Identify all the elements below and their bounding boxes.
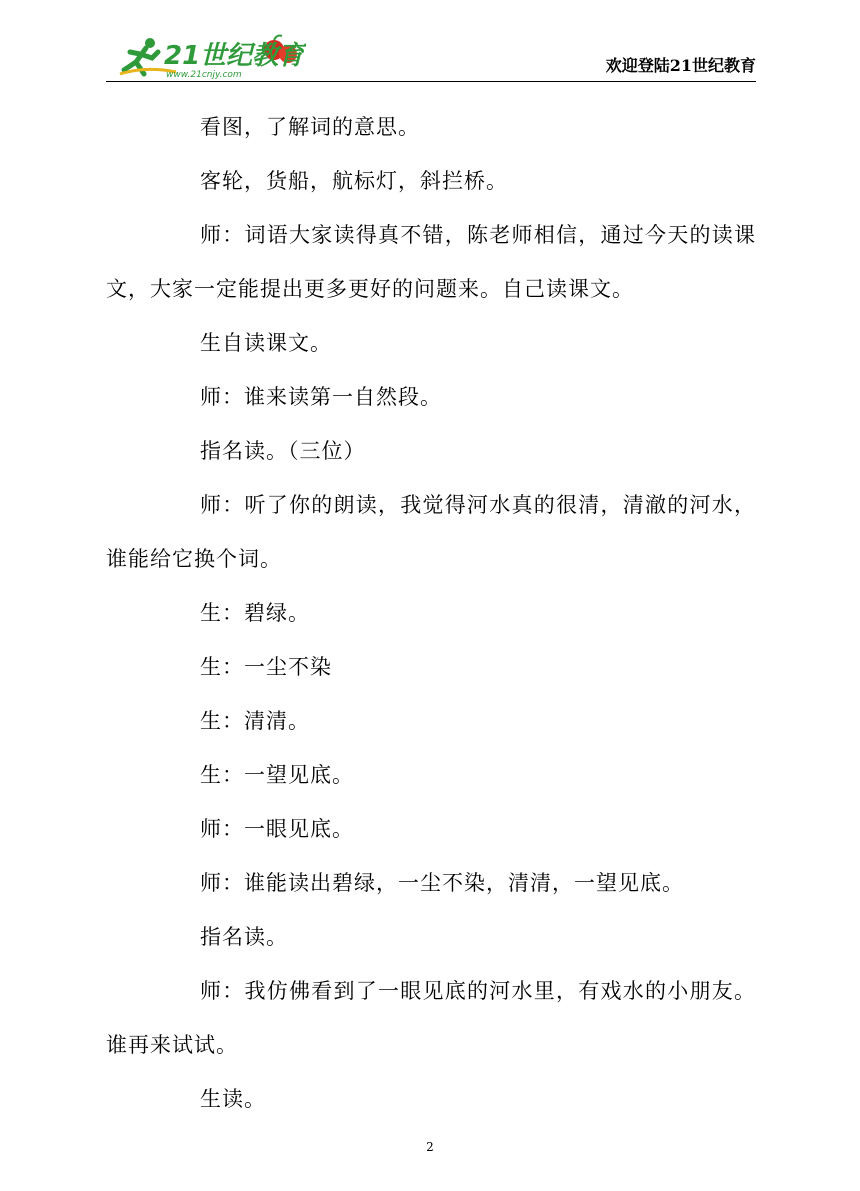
paragraph: 看图，了解词的意思。 (200, 115, 420, 139)
page-header (106, 30, 756, 82)
paragraph: 生自读课文。 (200, 331, 332, 355)
paragraph: 师：谁能读出碧绿，一尘不染，清清，一望见底。 (200, 871, 684, 895)
21cnjy-logo (106, 30, 306, 80)
paragraph: 生：一望见底。 (200, 763, 354, 787)
paragraph: 生：一尘不染 (200, 655, 332, 679)
logo-text: 21世纪教育 (164, 41, 305, 71)
header-divider (106, 81, 756, 82)
paragraph: 生：碧绿。 (200, 601, 310, 625)
paragraph: 师：词语大家读得真不错，陈老师相信，通过今天的读课文，大家一定能提出更多更好的问题来。自己读课文。 (106, 223, 756, 301)
paragraph: 生：清清。 (200, 709, 310, 733)
document-body (106, 100, 756, 1126)
paragraph: 指名读。 (200, 925, 288, 949)
paragraph: 师：谁来读第一自然段。 (200, 385, 442, 409)
paragraph: 师：我仿佛看到了一眼见底的河水里，有戏水的小朋友。谁再来试试。 (106, 979, 756, 1057)
paragraph: 师：一眼见底。 (200, 817, 354, 841)
paragraph: 指名读。（三位） (200, 439, 366, 463)
paragraph: 生读。 (200, 1087, 266, 1111)
logo-url: www.21cnjy.com (166, 70, 242, 80)
paragraph: 师：听了你的朗读，我觉得河水真的很清，清澈的河水，谁能给它换个词。 (106, 493, 756, 571)
paragraph: 客轮，货船，航标灯，斜拦桥。 (200, 169, 508, 193)
header-welcome-text: 欢迎登陆21世纪教育 (605, 56, 756, 75)
page-number: 2 (426, 1140, 434, 1154)
